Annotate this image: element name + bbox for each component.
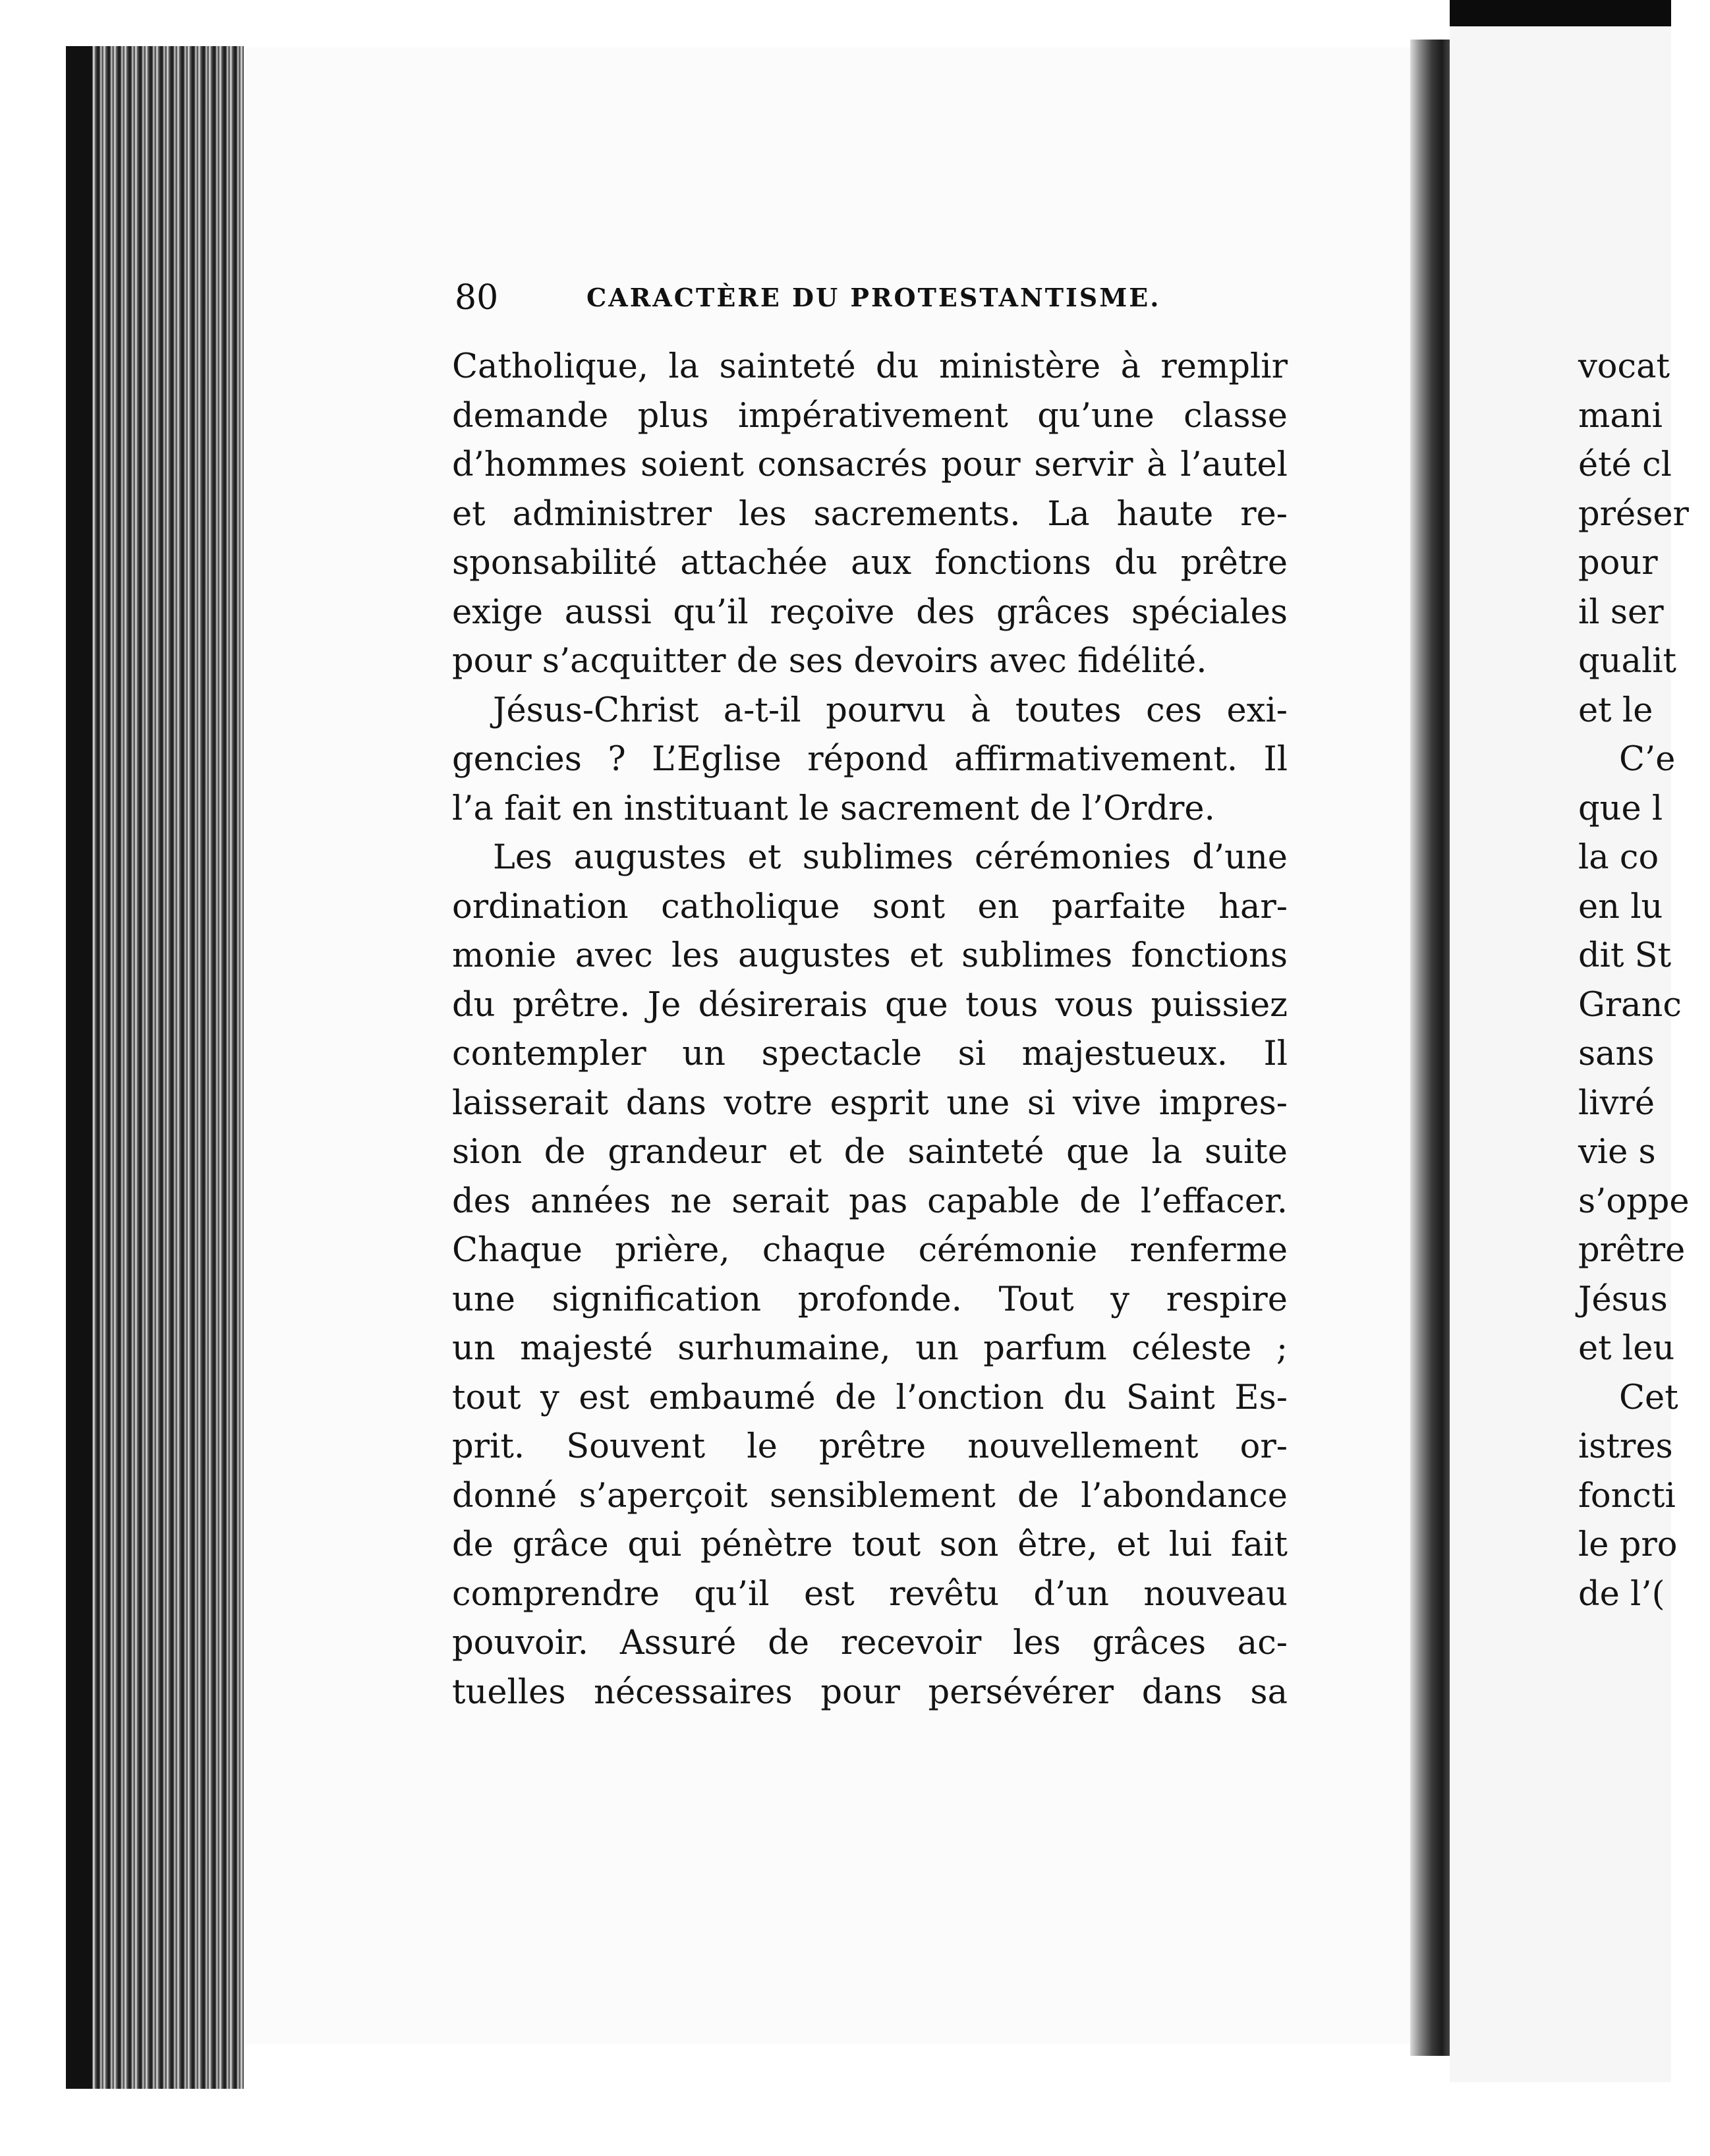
text-line: et administrer les sacrements. La haute re- (452, 494, 1288, 534)
text-line: demande plus impérativement qu’une classe (452, 396, 1288, 436)
right-page-body (1578, 343, 1710, 1619)
text-line: mani (1578, 396, 1663, 436)
book-page-edges (66, 46, 244, 2089)
text-line: s’oppe (1578, 1181, 1690, 1221)
text-line: vocat (1578, 347, 1670, 386)
text-line: Les augustes et sublimes cérémonies d’une (493, 838, 1288, 877)
book-cover-edge (66, 46, 92, 2089)
text-line: tout y est embaumé de l’onction du Saint Es- (452, 1378, 1288, 1417)
text-line: sans (1578, 1035, 1655, 1073)
text-line: d’hommes soient consacrés pour servir à l’autel (452, 445, 1288, 484)
text-line: pour (1578, 544, 1658, 582)
text-line: pour s’acquitter de ses devoirs avec fidélité. (452, 642, 1207, 681)
text-line: istres (1578, 1427, 1673, 1466)
text-line: le pro (1578, 1525, 1678, 1564)
text-line: livré (1578, 1083, 1655, 1123)
text-line: Granc (1578, 985, 1682, 1025)
text-line: sion de grandeur et de sainteté que la suite (452, 1133, 1288, 1172)
text-line: foncti (1578, 1476, 1676, 1516)
text-line: Chaque prière, chaque cérémonie renferme (452, 1231, 1288, 1270)
text-line: prêtre (1578, 1231, 1686, 1270)
text-line: une signification profonde. Tout y respire (452, 1280, 1288, 1319)
text-line: gencies ? L’Eglise répond affirmativement. Il (452, 740, 1288, 779)
text-line: C’e (1619, 740, 1676, 779)
text-line: préser (1578, 494, 1689, 534)
text-line: contempler un spectacle si majestueux. Il (452, 1035, 1288, 1073)
text-line: du prêtre. Je désirerais que tous vous puissiez (452, 985, 1288, 1025)
book-spine-gutter (1410, 40, 1450, 2056)
left-page-body (452, 343, 1288, 1717)
text-line: de grâce qui pénètre tout son être, et lui fait (452, 1525, 1288, 1564)
text-line: et le (1578, 691, 1653, 730)
page-number: 80 (455, 278, 499, 318)
text-line: laisserait dans votre esprit une si vive impres- (452, 1083, 1288, 1123)
text-line: Catholique, la sainteté du ministère à remplir (452, 347, 1288, 386)
text-line: et leu (1578, 1329, 1675, 1368)
text-line: été cl (1578, 445, 1672, 484)
text-line: pouvoir. Assuré de recevoir les grâces ac- (452, 1624, 1288, 1662)
text-line: de l’( (1578, 1574, 1665, 1614)
text-line: Cet (1619, 1378, 1678, 1417)
text-line: exige aussi qu’il reçoive des grâces spéciales (452, 592, 1288, 632)
text-line: en lu (1578, 887, 1663, 926)
text-line: sponsabilité attachée aux fonctions du prêtre (452, 544, 1288, 582)
text-line: Jésus-Christ a-t-il pourvu à toutes ces exi- (493, 691, 1288, 730)
text-line: dit St (1578, 936, 1672, 975)
text-line: monie avec les augustes et sublimes fonctions (452, 936, 1288, 975)
text-line: vie s (1578, 1133, 1656, 1172)
text-line: que l (1578, 789, 1663, 828)
running-head: CARACTÈRE DU PROTESTANTISME. (586, 283, 1161, 312)
text-line: donné s’aperçoit sensiblement de l’abondance (452, 1476, 1288, 1516)
text-line: comprendre qu’il est revêtu d’un nouveau (452, 1574, 1288, 1614)
scan-border-top-right (1450, 0, 1671, 26)
text-line: la co (1578, 838, 1659, 877)
text-line: Jésus (1578, 1280, 1668, 1319)
text-line: il ser (1578, 592, 1664, 632)
right-page-clip (1568, 329, 1690, 1713)
text-line: ordination catholique sont en parfaite har- (452, 887, 1288, 926)
text-line: des années ne serait pas capable de l’effacer. (452, 1181, 1288, 1221)
text-line: l’a fait en instituant le sacrement de l’Ordre. (452, 789, 1215, 828)
text-line: qualit (1578, 642, 1677, 681)
page-header (455, 271, 1292, 324)
text-line: prit. Souvent le prêtre nouvellement or- (452, 1427, 1288, 1466)
text-line: un majesté surhumaine, un parfum céleste ; (452, 1329, 1288, 1368)
text-line: tuelles nécessaires pour persévérer dans sa (452, 1672, 1288, 1712)
